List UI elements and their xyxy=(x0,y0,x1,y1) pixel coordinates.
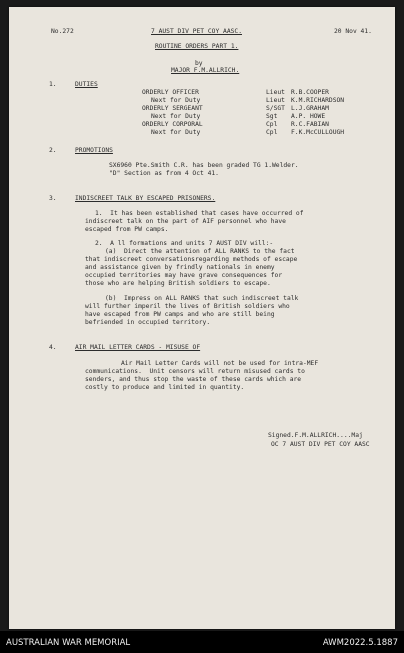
duty-rank: Lieut xyxy=(266,89,285,96)
section-heading-promotions: PROMOTIONS xyxy=(75,147,113,154)
duty-name: A.P. HOWE xyxy=(291,113,326,120)
duty-role: ORDERLY SERGEANT xyxy=(142,105,203,112)
archive-reference: AWM2022.5.1887 xyxy=(322,638,398,648)
paragraph-line: befriended in occupied territory. xyxy=(85,319,211,326)
duty-name: R.B.COOPER xyxy=(291,89,329,96)
paragraph-line: (a) Direct the attention of ALL RANKS to the fact xyxy=(105,248,295,255)
paragraph-line: occupied territories may have grave consequences for xyxy=(85,272,283,279)
duty-rank: Sgt xyxy=(266,113,278,120)
paragraph-line: 2. A ll formations and units 7 AUST DIV will:- xyxy=(95,240,274,247)
duty-role: Next for Duty xyxy=(151,129,201,136)
duty-rank: S/SGT xyxy=(266,105,285,112)
duty-name: F.K.McCULLOUGH xyxy=(291,129,345,136)
section-number: 4. xyxy=(49,344,57,351)
duty-rank: Lieut xyxy=(266,97,285,104)
section-number: 1. xyxy=(49,81,57,88)
duty-name: L.J.GRAHAM xyxy=(291,105,329,112)
author-name: MAJOR F.M.ALLRICH. xyxy=(171,67,240,74)
duty-role: ORDERLY CORPORAL xyxy=(142,121,203,128)
paragraph-line: those who are helping British soldiers to escape. xyxy=(85,280,271,287)
signature-line: Signed.F.M.ALLRICH....Maj xyxy=(268,432,363,439)
promotions-text: "D" Section as from 4 Oct 41. xyxy=(109,170,219,177)
duty-role: Next for Duty xyxy=(151,97,201,104)
section-number: 3. xyxy=(49,195,57,202)
duty-role: Next for Duty xyxy=(151,113,201,120)
unit-name: 7 AUST DIV PET COY AASC. xyxy=(151,28,242,35)
paragraph-line: and assistance given by frindly nationals in enemy xyxy=(85,264,275,271)
paragraph-line: (b) Impress on ALL RANKS that such indiscreet talk xyxy=(105,295,299,302)
paragraph-line: 1. It has been established that cases have occurred of xyxy=(95,210,304,217)
paragraph-line: senders, and thus stop the waste of these cards which are xyxy=(85,376,302,383)
paragraph-line: communications. Unit censors will return misused cards to xyxy=(85,368,305,375)
document-page xyxy=(9,7,395,629)
paragraph-line: will further imperil the lives of British soldiers who xyxy=(85,303,290,310)
duty-name: R.C.FABIAN xyxy=(291,121,329,128)
paragraph-line: Air Mail Letter Cards will not be used for intra-MEF xyxy=(121,360,319,367)
paragraph-line: indiscreet talk on the part of AIF personnel who have xyxy=(85,218,286,225)
promotions-text: SX6960 Pte.Smith C.R. has been graded TG 1.Welder. xyxy=(109,162,299,169)
archive-name: AUSTRALIAN WAR MEMORIAL xyxy=(6,638,131,648)
section-heading-duties: DUTIES xyxy=(75,81,98,88)
duty-rank: Cpl xyxy=(266,121,278,128)
archive-footer xyxy=(0,631,404,653)
by-line: by xyxy=(195,60,203,67)
section-heading-indiscreet: INDISCREET TALK BY ESCAPED PRISONERS. xyxy=(75,195,216,202)
paragraph-line: escaped from PW camps. xyxy=(85,226,169,233)
duty-name: K.M.RICHARDSON xyxy=(291,97,345,104)
section-number: 2. xyxy=(49,147,57,154)
duty-role: ORDERLY OFFICER xyxy=(142,89,199,96)
order-date: 20 Nov 41. xyxy=(334,28,372,35)
section-heading-airmail: AIR MAIL LETTER CARDS - MISUSE OF xyxy=(75,344,201,351)
document-title: ROUTINE ORDERS PART 1. xyxy=(155,43,239,50)
order-number: No.272 xyxy=(51,28,74,35)
duty-rank: Cpl xyxy=(266,129,278,136)
paragraph-line: have escaped from PW camps and who are still being xyxy=(85,311,275,318)
paragraph-line: that indiscreet conversationsregarding methods of escape xyxy=(85,256,298,263)
signature-title: OC 7 AUST DIV PET COY AASC xyxy=(271,441,370,448)
paragraph-line: costly to produce and limited in quantity. xyxy=(85,384,245,391)
